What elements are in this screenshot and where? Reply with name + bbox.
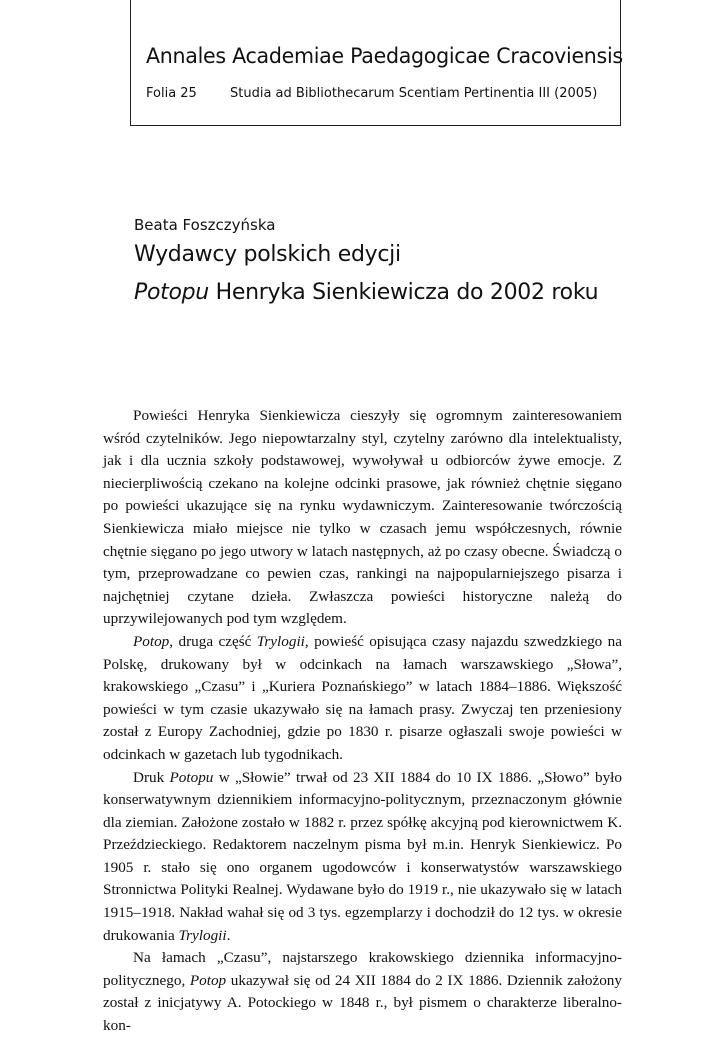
paragraph-1: Powieści Henryka Sienkiewicza cieszyły się ogromnym zainteresowaniem wśród czytelników. Jego niepowtarzalny styl, czytelny zarówno dla intelektualisty, jak i dla ucznia szkoły podstawowej, wywoływał u odbiorców żywe emocje. Z niecierpliwością czekano na kolejne odcinki prasowe, jak również chętnie sięgano po powieści ukazujące się na rynku wydawniczym. Zainteresowanie twórczością Sienkiewicza miało miejsce nie tylko w czasach jemu współczesnych, równie chętnie sięgano po jego utwory w latach następnych, aż po czasy obecne. Świadczą o tym, przeprowadzane co pewien czas, rankingi na najpopularniejszego pisarza i najchętniej czytane dzieła. Zwłaszcza powieści historyczne należą do uprzywilejowanych pod tym względem.: [103, 407, 622, 628]
paragraph-text: Na łamach „Czasu”, najstarszego krakowskiego dziennika informacyjno-politycznego,: [103, 949, 622, 989]
paragraph-3: [103, 767, 622, 948]
paragraph-text: Druk: [133, 768, 170, 786]
paragraph-text: w „Słowie” trwał od 23 XII 1884 do 10 IX 1886. „Słowo” było konserwatywnym dziennikiem informacyjno-politycznym, przeznaczonym głównie dla ziemian. Założone zostało w 1882 r. przez spółkę akcyjną pod kierownictwem K. Przeździeckiego. Redaktorem naczelnym pisma był m.in. Henryk Sienkiewicz. Po 1905 r. stało się ono organem ugodowców i konserwatystów warszawskiego Stronnictwa Polityki Realnej. Wydawane było do 1919 r., nie ukazywało się w latach 1915–1918. Nakład wahał się od 3 tys. egzemplarzy i dochodził do 12 tys. w okresie drukowania: [103, 768, 622, 944]
italic-title: Trylogii: [178, 926, 227, 944]
paragraph-text: , powieść opisująca czasy najazdu szwedzkiego na Polskę, drukowany był w odcinkach na łamach warszawskiego „Słowa”, krakowskiego „Czasu” i „Kuriera Poznańskiego” w latach 1884–1886. Większość powieści w tym czasie ukazywało się na łamach prasy. Zwyczaj ten przeniesiony został z Europy Zachodniej, gdzie po 1830 r. pisarze ogłaszali swoje powieści w odcinkach w gazetach lub tygodnikach.: [103, 632, 622, 763]
title-italic-work: Potopu: [134, 280, 209, 305]
paragraph-4: [103, 947, 622, 1037]
italic-title: Potopu: [169, 768, 214, 786]
paragraph-text: .: [226, 926, 231, 944]
paragraph-2: [103, 631, 622, 767]
paragraph-text: , druga część: [169, 632, 257, 650]
journal-series-line: [146, 86, 616, 101]
journal-title: Annales Academiae Paedagogicae Cracoviensis: [146, 44, 623, 68]
folio-number: Folia 25: [146, 86, 197, 101]
article-author: Beata Foszczyńska: [134, 216, 276, 234]
italic-title: Potop: [133, 632, 170, 650]
series-title: Studia ad Bibliothecarum Scentiam Pertinentia III (2005): [230, 86, 598, 101]
italic-title: Potop: [189, 971, 227, 989]
paragraph-text: ukazywał się od 24 XII 1884 do 2 IX 1886. Dziennik założony został z inicjatywy A. Potockiego w 1848 r., był pismem o charakterze liberalno-kon-: [103, 971, 622, 1035]
article-body: [103, 405, 622, 1038]
article-title-line-1: Wydawcy polskich edycji: [134, 242, 401, 267]
title-rest: Henryka Sienkiewicza do 2002 roku: [208, 280, 599, 305]
article-title-line-2: [134, 280, 598, 305]
italic-title: Trylogii: [256, 632, 305, 650]
